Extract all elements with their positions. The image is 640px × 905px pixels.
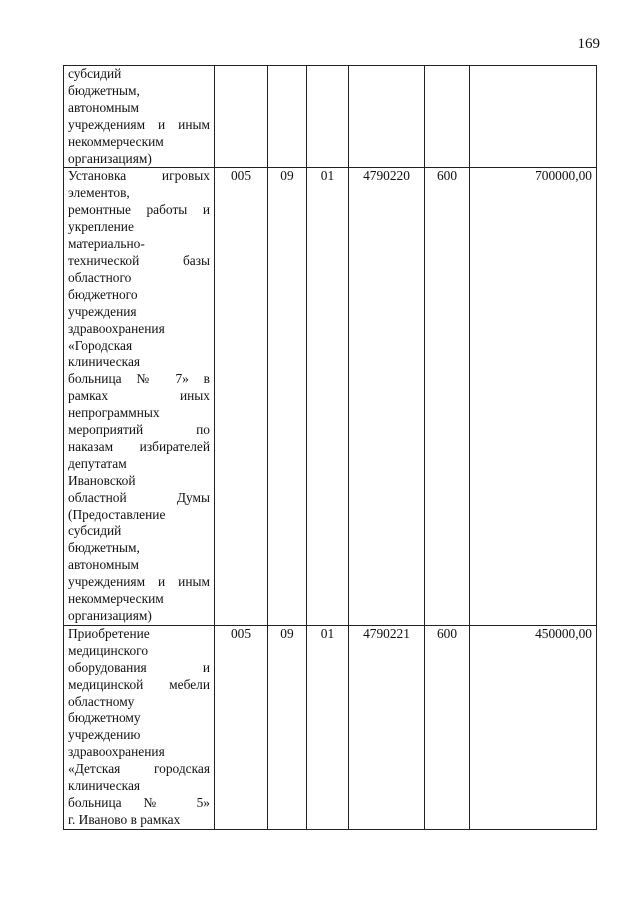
subsection-code-cell: 01	[307, 168, 349, 625]
description-line: бюджетному	[68, 710, 141, 726]
ministry-code-cell	[215, 66, 268, 168]
amount-cell	[470, 66, 597, 168]
description-line: субсидий	[68, 66, 122, 81]
ministry-code-cell: 005	[215, 625, 268, 829]
description-line: бюджетного	[68, 286, 138, 302]
description-line: учреждения	[68, 303, 137, 319]
amount-cell: 450000,00	[470, 625, 597, 829]
description-line: некоммерческим	[68, 591, 164, 607]
description-line: технической базы	[68, 252, 210, 268]
description-line: областной Думы	[68, 489, 210, 505]
description-line: организациям)	[68, 608, 152, 623]
description-line: депутатам	[68, 455, 127, 471]
description-line: мероприятий по	[68, 422, 210, 438]
description-line: рамках иных	[68, 388, 210, 404]
description-line: наказам избирателей	[68, 438, 210, 454]
description-line: областного	[68, 269, 132, 285]
section-code-cell	[268, 66, 307, 168]
description-line: субсидий	[68, 523, 122, 539]
section-code-cell: 09	[268, 168, 307, 625]
description-line: бюджетным,	[68, 540, 140, 556]
expense-type-cell: 600	[425, 168, 470, 625]
table-row	[64, 625, 597, 829]
description-line: клиническая	[68, 354, 141, 370]
description-line: клиническая	[68, 778, 141, 794]
description-line: г. Иваново в рамках	[68, 811, 181, 827]
row-description	[64, 625, 215, 829]
subsection-code-cell: 01	[307, 625, 349, 829]
description-line: непрограммных	[68, 405, 160, 421]
subsection-code-cell	[307, 66, 349, 168]
description-line: учреждениям и иным	[68, 574, 210, 590]
description-line: больница № 7» в	[68, 371, 210, 387]
description-line: материально-	[68, 236, 145, 252]
description-line: элементов,	[68, 185, 130, 201]
target-article-cell: 4790221	[349, 625, 425, 829]
target-article-cell	[349, 66, 425, 168]
description-line: здравоохранения	[68, 320, 165, 336]
target-article-cell: 4790220	[349, 168, 425, 625]
row-description	[64, 168, 215, 625]
description-line: «Детская городская	[68, 761, 210, 777]
budget-table	[63, 65, 597, 830]
description-line: учреждению	[68, 727, 141, 743]
description-line: Ивановской	[68, 472, 136, 488]
description-line: «Городская	[68, 337, 133, 353]
description-line: оборудования и	[68, 659, 210, 675]
description-line: Установка игровых	[68, 168, 210, 184]
description-line: организациям)	[68, 150, 152, 166]
row-description	[64, 66, 215, 168]
expense-type-cell	[425, 66, 470, 168]
description-line: медицинской мебели	[68, 676, 210, 692]
description-line: некоммерческим	[68, 133, 164, 149]
description-line: областному	[68, 693, 135, 709]
description-line: Приобретение	[68, 625, 150, 641]
description-line: бюджетным,	[68, 82, 140, 98]
description-line: здравоохранения	[68, 744, 165, 760]
table-row	[64, 168, 597, 625]
description-line: автономным	[68, 99, 140, 115]
expense-type-cell: 600	[425, 625, 470, 829]
amount-cell: 700000,00	[470, 168, 597, 625]
table-row	[64, 66, 597, 168]
section-code-cell: 09	[268, 625, 307, 829]
description-line: больница № 5»	[68, 794, 210, 810]
description-line: медицинского	[68, 642, 149, 658]
ministry-code-cell: 005	[215, 168, 268, 625]
description-line: (Предоставление	[68, 506, 166, 522]
page-number: 169	[577, 36, 600, 52]
description-line: учреждениям и иным	[68, 116, 210, 132]
description-line: укрепление	[68, 219, 134, 235]
description-line: ремонтные работы и	[68, 202, 210, 218]
description-line: автономным	[68, 557, 140, 573]
